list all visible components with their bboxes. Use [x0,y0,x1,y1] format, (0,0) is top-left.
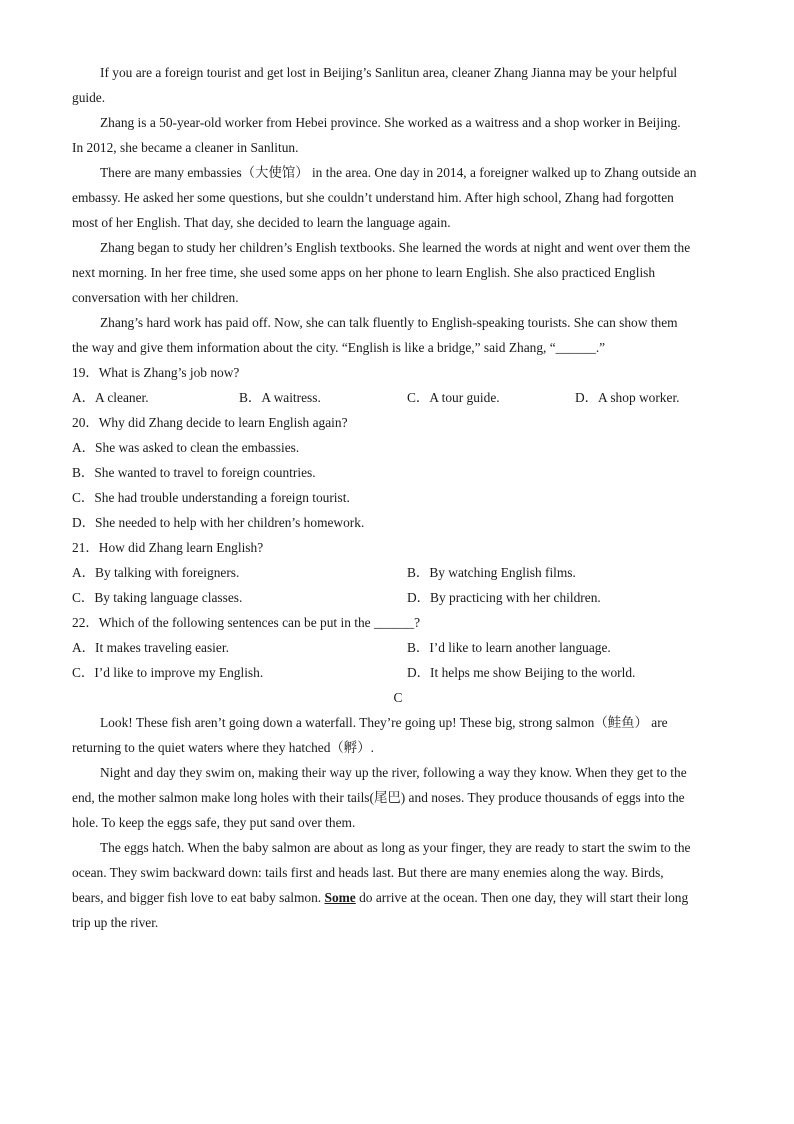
text-line: returning to the quiet waters where they hatched（孵）. [72,740,374,755]
text-line: Zhang began to study her children’s English textbooks. She learned the words at night and went over them the [100,240,691,255]
option-d: D．A shop worker. [575,390,680,405]
text-line: conversation with her children. [72,290,239,305]
passage-c-paragraph-1 [72,710,724,760]
option-b: B．She wanted to travel to foreign countries. [72,465,316,480]
question-stem: 21．How did Zhang learn English? [72,540,264,555]
section-heading: C [393,690,403,705]
text-line: trip up the river. [72,915,159,930]
text-line: the way and give them information about the city. “English is like a bridge,” said Zhang, “______.” [72,340,606,355]
passage-c-paragraph-3 [72,835,724,935]
text-line: If you are a foreign tourist and get lost in Beijing’s Sanlitun area, cleaner Zhang Jianna may be your helpful [100,65,678,80]
option-c: C．I’d like to improve my English. [72,665,264,680]
option-a: A．A cleaner. [72,390,149,405]
option-d: D．It helps me show Beijing to the world. [407,665,636,680]
text-line: guide. [72,90,106,105]
text-line: hole. To keep the eggs safe, they put sand over them. [72,815,356,830]
question-stem: 19．What is Zhang’s job now? [72,365,240,380]
text-line: next morning. In her free time, she used some apps on her phone to learn English. She also practiced English [72,265,656,280]
text-segment: bears, and bigger fish love to eat baby salmon. [72,890,325,905]
text-line: Look! These fish aren’t going down a waterfall. They’re going up! These big, strong salmon（鲑鱼） are [100,715,668,730]
text-segment: do arrive at the ocean. Then one day, they will start their long [355,890,689,905]
text-line: Night and day they swim on, making their way up the river, following a way they know. When they get to the [100,765,687,780]
option-b: B．By watching English films. [407,565,576,580]
option-b: B．A waitress. [239,390,321,405]
option-d: D．She needed to help with her children’s homework. [72,515,365,530]
passage-paragraph-1 [72,60,724,110]
passage-paragraph-4 [72,235,724,310]
question-20 [72,410,724,535]
text-line: embassy. He asked her some questions, but she couldn’t understand him. After high school, Zhang had forgotten [72,190,674,205]
options-row [72,385,724,410]
option-d: D．By practicing with her children. [407,590,601,605]
text-line [72,885,724,910]
page-content [72,60,724,935]
question-19 [72,360,724,410]
option-c: C．A tour guide. [407,390,500,405]
text-line: end, the mother salmon make long holes with their tails(尾巴) and noses. They produce thousands of eggs into the [72,790,685,805]
options-row [72,585,724,610]
question-stem: 22．Which of the following sentences can be put in the ______? [72,615,421,630]
text-line: most of her English. That day, she decided to learn the language again. [72,215,451,230]
passage-c-paragraph-2 [72,760,724,835]
text-line: Zhang is a 50-year-old worker from Hebei province. She worked as a waitress and a shop worker in Beijing. [100,115,681,130]
passage-paragraph-3 [72,160,724,235]
option-a: A．By talking with foreigners. [72,565,240,580]
passage-paragraph-5 [72,310,724,360]
options-row [72,660,724,685]
options-row [72,560,724,585]
options-row [72,635,724,660]
text-line: In 2012, she became a cleaner in Sanlitun. [72,140,299,155]
text-line: Zhang’s hard work has paid off. Now, she can talk fluently to English-speaking tourists. She can show them [100,315,678,330]
text-line: The eggs hatch. When the baby salmon are about as long as your finger, they are ready to start the swim to the [100,840,691,855]
passage-paragraph-2 [72,110,724,160]
option-a: A．It makes traveling easier. [72,640,229,655]
question-21 [72,535,724,610]
option-b: B．I’d like to learn another language. [407,640,611,655]
underlined-word: Some [324,890,356,905]
text-line: ocean. They swim backward down: tails first and heads last. But there are many enemies along the way. Birds, [72,865,664,880]
text-line: There are many embassies（大使馆） in the area. One day in 2014, a foreigner walked up to Zhang outside an [100,165,697,180]
option-c: C．She had trouble understanding a foreign tourist. [72,490,350,505]
question-stem: 20．Why did Zhang decide to learn English again? [72,415,348,430]
question-22 [72,610,724,685]
option-c: C．By taking language classes. [72,590,243,605]
option-a: A．She was asked to clean the embassies. [72,440,300,455]
